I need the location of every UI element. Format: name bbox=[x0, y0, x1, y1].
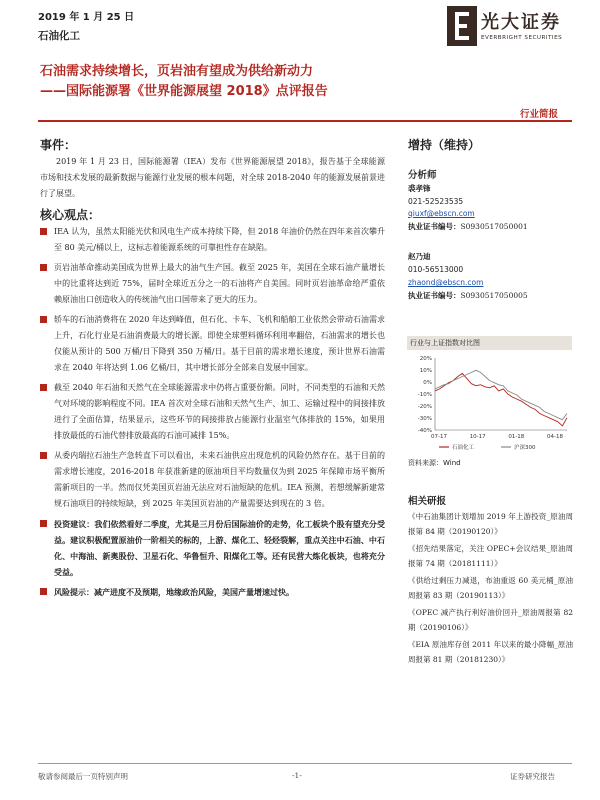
bullet-square-icon bbox=[40, 384, 47, 391]
footer-report-label: 证券研究报告 bbox=[510, 772, 555, 781]
bullet-text: 风险提示：减产进度不及预期，地缘政治风险，美国产量增速过快。 bbox=[54, 587, 294, 597]
core-bullet bbox=[40, 448, 385, 512]
bullet-text: IEA 认为，虽然太阳能光伏和风电生产成本持续下降，但 2018 年油价仍然在四年来首次攀升至 80 美元/桶以上，这标志着能源系统的可靠担性存在缺陷。 bbox=[54, 227, 385, 252]
x-tick-label: 01-18 bbox=[508, 434, 525, 440]
logo-mark-icon bbox=[447, 6, 477, 46]
related-list bbox=[408, 510, 573, 670]
analyst1-cert bbox=[408, 221, 528, 232]
y-tick-label: 20% bbox=[419, 356, 432, 362]
bullet-text: 投资建议：我们依然看好二季度，尤其是三月份后国际油价的走势，化工板块个股有望充分受益。建议积极配置原油价一阶相关的标的，上游、煤化工、轻烃裂解，重点关注中石油、中石化、中海油、新奥股份、卫星石化、华鲁恒升、阳煤化工等。还有民营大炼化板块，也将充分受益。 bbox=[54, 519, 385, 577]
logo-english: EVERBRIGHT SECURITIES bbox=[481, 35, 563, 41]
logo-chinese: 光大证券 bbox=[481, 12, 561, 33]
bullet-text: 从委内瑞拉石油生产急转直下可以看出，未来石油供应出现危机的风险仍然存在。基于目前的需求增长速度，2016-2018 年获准新建的原油项目平均数量仅为到 2025 年保障市场平衡所需新项目的一半。然而仅凭美国页岩油无法应对石油短缺的危机。IEA 预测，若想缓解新建常规石油项目的持续短缺，到 2025 年美国页岩油的产量需要达到现在的 3 倍。 bbox=[54, 451, 385, 508]
core-bullet bbox=[40, 380, 385, 444]
investment-advice-bullet bbox=[40, 516, 385, 580]
x-tick-label: 07-17 bbox=[431, 434, 447, 440]
report-title-line2: ——国际能源署《世界能源展望 2018》点评报告 bbox=[40, 84, 328, 99]
analyst-heading: 分析师 bbox=[408, 170, 437, 181]
sector-label: 石油化工 bbox=[38, 30, 80, 42]
related-heading: 相关研报 bbox=[408, 496, 447, 507]
core-bullet bbox=[40, 260, 385, 308]
core-bullet-list bbox=[40, 224, 385, 604]
y-tick-label: -10% bbox=[417, 392, 432, 398]
analyst1-email-link[interactable]: qiuxf@ebscn.com bbox=[408, 209, 475, 218]
bullet-text: 截至 2040 年石油和天然气在全球能源需求中仍将占重要份额。同时，不同类型的石油和天然气对环境的影响程度不同。IEA 首次对全球石油和天然气生产、加工、运输过程中的间接排放进行了全面估算，结果显示，这些环节的间接排放占能源行业温室气体排放的 15%，如果用排放最低的石油代替排放最高的石油可减排 15%。 bbox=[54, 383, 385, 440]
analyst2-email-link[interactable]: zhaond@ebscn.com bbox=[408, 278, 484, 287]
y-tick-label: -40% bbox=[417, 428, 432, 434]
event-text: 2019 年 1 月 23 日，国际能源署（IEA）发布《世界能源展望 2018》，报告基于全球能源市场和技术发展的最新数据与能源行业发展的根本问题，对全球 2018-2040 年的能源发展前景进行了展望。 bbox=[40, 157, 385, 198]
report-title-line1: 石油需求持续增长，页岩油有望成为供给新动力 bbox=[40, 64, 314, 79]
bullet-square-icon bbox=[40, 452, 47, 459]
core-heading: 核心观点： bbox=[40, 208, 101, 222]
bullet-square-icon bbox=[40, 264, 47, 271]
page-number: -1- bbox=[292, 771, 302, 780]
risk-warning-bullet bbox=[40, 584, 385, 600]
footer-disclaimer: 敬请参阅最后一页特别声明 bbox=[38, 772, 128, 781]
x-tick-label: 10-17 bbox=[469, 434, 486, 440]
title-divider bbox=[38, 120, 572, 122]
bullet-text: 轿车的石油消费将在 2020 年达到峰值，但石化、卡车、飞机和船舶工业依然会带动石油需求上升，石化行业是石油消费最大的增长源。即使全球塑料循环利用率翻倍，石油需求的增长也仅能从预计的 500 万桶/日下降到 350 万桶/日。基于目前的需求增长速度，预计世界石油需求在 2040 年将达到 1.06 亿桶/日，其中增长部分全部来自发展中国家。 bbox=[54, 315, 385, 372]
analyst2-cert bbox=[408, 290, 528, 301]
report-date: 2019 年 1 月 25 日 bbox=[38, 12, 135, 23]
legend-label: 石油化工 bbox=[452, 445, 475, 451]
chart-source: 资料来源：Wind bbox=[408, 459, 461, 467]
footer-divider bbox=[38, 763, 572, 764]
x-tick-label: 04-18 bbox=[547, 434, 563, 440]
legend-label: 沪深300 bbox=[514, 445, 536, 451]
analyst2-name: 赵乃迪 bbox=[408, 252, 431, 261]
industry-index-chart bbox=[407, 336, 572, 462]
related-report-link[interactable]: 《招先结果落定，关注 OPEC+会议结果_原油周报第 74 期（20181111）》 bbox=[408, 544, 573, 568]
event-heading: 事件： bbox=[40, 138, 77, 152]
y-tick-label: -20% bbox=[417, 404, 432, 410]
series-line-csi300 bbox=[435, 370, 567, 419]
bullet-square-icon bbox=[40, 316, 47, 323]
y-tick-label: 0% bbox=[423, 380, 432, 386]
related-report-link[interactable]: 《EIA 原油库存创 2011 年以来的最小降幅_原油周报第 81 期（20181230）》 bbox=[408, 640, 573, 664]
rating: 增持（维持） bbox=[408, 138, 481, 152]
series-line-petrochem bbox=[435, 373, 567, 426]
analyst2-phone: 010-56513000 bbox=[408, 265, 464, 274]
chart-title: 行业与上证指数对比图 bbox=[407, 336, 572, 350]
company-logo bbox=[447, 6, 572, 52]
y-tick-label: 10% bbox=[419, 368, 432, 374]
cert-number: S0930517050001 bbox=[460, 222, 528, 231]
chart-plot bbox=[407, 352, 572, 462]
cert-label: 执业证书编号： bbox=[408, 222, 461, 231]
analyst1-phone: 021-52523535 bbox=[408, 197, 464, 206]
y-tick-label: -30% bbox=[417, 416, 432, 422]
report-type: 行业简报 bbox=[520, 109, 559, 120]
cert-number: S0930517050005 bbox=[460, 291, 528, 300]
core-bullet bbox=[40, 312, 385, 376]
bullet-text: 页岩油革命推动美国成为世界上最大的油气生产国。截至 2025 年，美国在全球石油产量增长中的比重将达到近 75%，届时全球近五分之一的石油将产自美国。同时页岩油革命给严重依赖原油出口创造收入的传统油气出口国带来了更大的压力。 bbox=[54, 263, 385, 304]
related-report-link[interactable]: 《中石油集团计划增加 2019 年上游投资_原油周报第 84 期（20190120）》 bbox=[408, 512, 573, 536]
related-report-link[interactable]: 《OPEC 减产执行利好油价回升_原油周报第 82 期（20190106）》 bbox=[408, 608, 573, 632]
analyst1-name: 裘孝锋 bbox=[408, 184, 431, 193]
related-report-link[interactable]: 《供给过剩压力减退，布油重返 60 美元桶_原油周报第 83 期（20190113）》 bbox=[408, 576, 573, 600]
bullet-square-icon bbox=[40, 520, 47, 527]
bullet-square-icon bbox=[40, 588, 47, 595]
cert-label: 执业证书编号： bbox=[408, 291, 461, 300]
core-bullet bbox=[40, 224, 385, 256]
bullet-square-icon bbox=[40, 228, 47, 235]
